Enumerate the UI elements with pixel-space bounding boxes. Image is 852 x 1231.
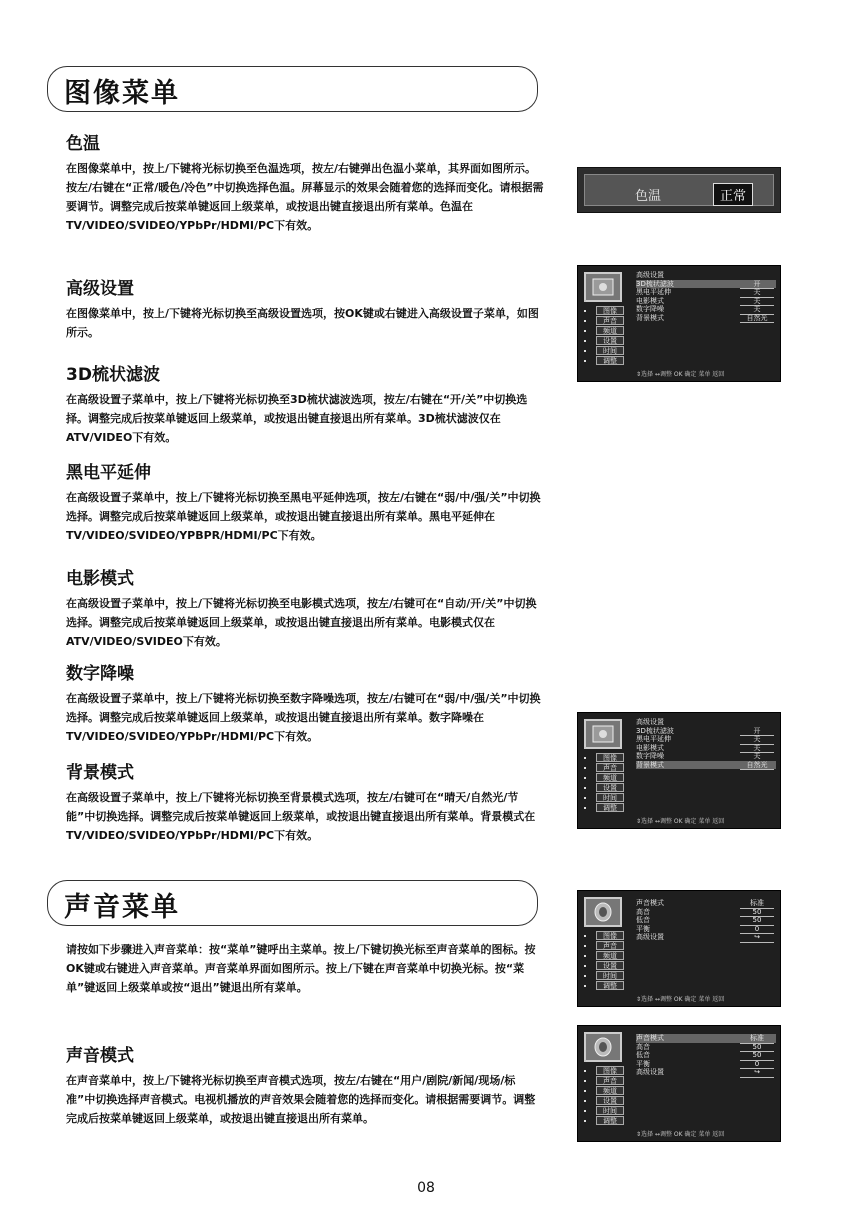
osd-nav-item: 声音 xyxy=(584,316,628,326)
osd-row: 低音 50 xyxy=(636,1051,776,1060)
osd-row: 低音 50 xyxy=(636,916,776,925)
osd-row: 声音模式 标准 xyxy=(636,899,776,908)
picture-icon xyxy=(584,719,622,749)
osd-footer: ⇕选择 ↔调整 OK 确定 菜单 返回 xyxy=(636,818,725,825)
color-temp-label: 色温 xyxy=(635,189,662,204)
osd-nav-item: 图像 xyxy=(584,306,628,316)
image-menu-title: 图像菜单 xyxy=(64,78,180,109)
osd-nav-item: 时间 xyxy=(584,971,628,981)
osd-rows xyxy=(636,899,776,942)
section-noise-reduction xyxy=(66,663,544,746)
osd-nav-item: 频道 xyxy=(584,326,628,336)
picture-icon xyxy=(584,272,622,302)
section-text: 在高级设置子菜单中，按上/下键将光标切换至数字降噪选项，按左/右键可在“弱/中/强/关”中切换选择。调整完成后按菜单键返回上级菜单，或按退出键直接退出所有菜单。数字降噪在TV/VIDEO/SVIDEO/YPbPr/HDMI/PC下有效。 xyxy=(66,692,541,743)
osd-nav xyxy=(584,306,628,366)
osd-row: 数字降噪 关 xyxy=(636,305,776,314)
osd-row: 背景模式 自然光 xyxy=(636,314,776,323)
color-temp-value: 正常 xyxy=(713,183,753,206)
osd-rows xyxy=(636,718,776,769)
section-title: 数字降噪 xyxy=(66,664,134,684)
osd-row: 背景模式 自然光 xyxy=(636,761,776,770)
section-title: 黑电平延伸 xyxy=(66,463,151,483)
section-title: 声音模式 xyxy=(66,1046,134,1066)
speaker-icon xyxy=(584,1032,622,1062)
osd-row: 电影模式 关 xyxy=(636,297,776,306)
osd-nav-item: 频道 xyxy=(584,951,628,961)
osd-nav-item: 设置 xyxy=(584,336,628,346)
section-text: 在高级设置子菜单中，按上/下键将光标切换至黑电平延伸选项，按左/右键在“弱/中/强/关”中切换选择。调整完成后按菜单键返回上级菜单，或按退出键直接退出所有菜单。黑电平延伸在TV/VIDEO/SVIDEO/YPBPR/HDMI/PC下有效。 xyxy=(66,491,541,542)
osd-row: 数字降噪 关 xyxy=(636,752,776,761)
osd-sound-menu xyxy=(577,890,781,1007)
osd-nav xyxy=(584,753,628,813)
osd-footer: ⇕选择 ↔调整 OK 确定 菜单 返回 xyxy=(636,996,725,1003)
osd-footer: ⇕选择 ↔调整 OK 确定 菜单 返回 xyxy=(636,371,725,378)
osd-nav-item: 图像 xyxy=(584,1066,628,1076)
osd-nav xyxy=(584,931,628,991)
osd-nav-item: 声音 xyxy=(584,763,628,773)
osd-nav-item: 设置 xyxy=(584,783,628,793)
osd-row: 高级设置 ↪ xyxy=(636,933,776,942)
speaker-icon xyxy=(584,897,622,927)
section-black-level xyxy=(66,462,544,545)
section-film-mode xyxy=(66,568,544,651)
section-text: 在高级设置子菜单中，按上/下键将光标切换至背景模式选项，按左/右键可在“晴天/自然光/节能”中切换选择。调整完成后按菜单键返回上级菜单，或按退出键直接退出所有菜单。背景模式在TV/VIDEO/SVIDEO/YPbPr/HDMI/PC下有效。 xyxy=(66,791,536,842)
osd-row: 平衡 0 xyxy=(636,925,776,934)
image-menu-banner xyxy=(47,66,538,112)
osd-nav-item: 调整 xyxy=(584,356,628,366)
section-text: 在高级设置子菜单中，按上/下键将光标切换至3D梳状滤波选项，按左/右键在“开/关”中切换选择。调整完成后按菜单键返回上级菜单，或按退出键直接退出所有菜单。3D梳状滤波仅在ATV/VIDEO下有效。 xyxy=(66,393,528,444)
section-sound-mode xyxy=(66,1045,544,1128)
osd-nav-item: 调整 xyxy=(584,803,628,813)
osd-row: 声音模式 标准 xyxy=(636,1034,776,1043)
section-title: 3D梳状滤波 xyxy=(66,365,160,385)
page-number: 08 xyxy=(417,1180,435,1196)
osd-nav-item: 调整 xyxy=(584,1116,628,1126)
osd-nav-item: 调整 xyxy=(584,981,628,991)
osd-rows xyxy=(636,1034,776,1077)
section-title: 电影模式 xyxy=(66,569,134,589)
osd-row: 黑电平延伸 关 xyxy=(636,735,776,744)
osd-row: 电影模式 关 xyxy=(636,744,776,753)
sound-menu-banner xyxy=(47,880,538,926)
osd-nav-item: 频道 xyxy=(584,773,628,783)
osd-nav-item: 图像 xyxy=(584,753,628,763)
osd-nav-item: 图像 xyxy=(584,931,628,941)
section-color-temp xyxy=(66,133,544,235)
osd-nav-item: 时间 xyxy=(584,346,628,356)
osd-row: 高音 50 xyxy=(636,1043,776,1052)
osd-row: 高音 50 xyxy=(636,908,776,917)
osd-title: 高级设置 xyxy=(636,271,664,279)
osd-nav-item: 声音 xyxy=(584,1076,628,1086)
section-text: 在声音菜单中，按上/下键将光标切换至声音模式选项，按左/右键在“用户/剧院/新闻/现场/标准”中切换选择声音模式。电视机播放的声音效果会随着您的选择而变化。请根据需要调节。调整完成后按菜单键返回上级菜单，或按退出键直接退出所有菜单。 xyxy=(66,1074,536,1125)
osd-nav xyxy=(584,1066,628,1126)
osd-row: 平衡 0 xyxy=(636,1060,776,1069)
section-text: 在高级设置子菜单中，按上/下键将光标切换至电影模式选项，按左/右键可在“自动/开/关”中切换选择。调整完成后按菜单键返回上级菜单，或按退出键直接退出所有菜单。电影模式仅在ATV/VIDEO/SVIDEO下有效。 xyxy=(66,597,537,648)
color-temp-popup xyxy=(577,167,781,213)
osd-row: 3D梳状滤波 开 xyxy=(636,280,776,289)
osd-nav-item: 时间 xyxy=(584,793,628,803)
osd-nav-item: 频道 xyxy=(584,1086,628,1096)
section-advanced xyxy=(66,278,544,342)
section-title: 高级设置 xyxy=(66,279,134,299)
osd-nav-item: 时间 xyxy=(584,1106,628,1116)
sound-menu-title: 声音菜单 xyxy=(64,892,180,923)
section-3d-comb xyxy=(66,364,544,447)
osd-footer: ⇕选择 ↔调整 OK 确定 菜单 返回 xyxy=(636,1131,725,1138)
sound-menu-intro: 请按如下步骤进入声音菜单：按“菜单”键呼出主菜单。按上/下键切换光标至声音菜单的图标。按OK键或右键进入声音菜单。声音菜单界面如图所示。按上/下键在声音菜单中切换光标。按“菜单”键返回上级菜单或按“退出”键退出所有菜单。 xyxy=(66,943,536,994)
section-title: 背景模式 xyxy=(66,763,134,783)
osd-nav-item: 设置 xyxy=(584,961,628,971)
osd-rows xyxy=(636,271,776,322)
osd-row: 3D梳状滤波 开 xyxy=(636,727,776,736)
osd-advanced-menu-2 xyxy=(577,712,781,829)
osd-nav-item: 设置 xyxy=(584,1096,628,1106)
osd-row: 高级设置 ↪ xyxy=(636,1068,776,1077)
osd-nav-item: 声音 xyxy=(584,941,628,951)
osd-row: 黑电平延伸 关 xyxy=(636,288,776,297)
osd-sound-menu-2 xyxy=(577,1025,781,1142)
osd-advanced-menu xyxy=(577,265,781,382)
osd-title: 高级设置 xyxy=(636,718,664,726)
section-backlight-mode xyxy=(66,762,544,845)
section-text: 在图像菜单中，按上/下键将光标切换至高级设置选项，按OK键或右键进入高级设置子菜单，如图所示。 xyxy=(66,307,539,339)
section-text: 在图像菜单中，按上/下键将光标切换至色温选项，按左/右键弹出色温小菜单，其界面如图所示。按左/右键在“正常/暖色/冷色”中切换选择色温。屏幕显示的效果会随着您的选择而变化。请根据需要调节。调整完成后按菜单键返回上级菜单，或按退出键直接退出所有菜单。色温在TV/VIDEO/SVIDEO/YPbPr/HDMI/PC下有效。 xyxy=(66,162,544,232)
section-title: 色温 xyxy=(66,134,100,154)
